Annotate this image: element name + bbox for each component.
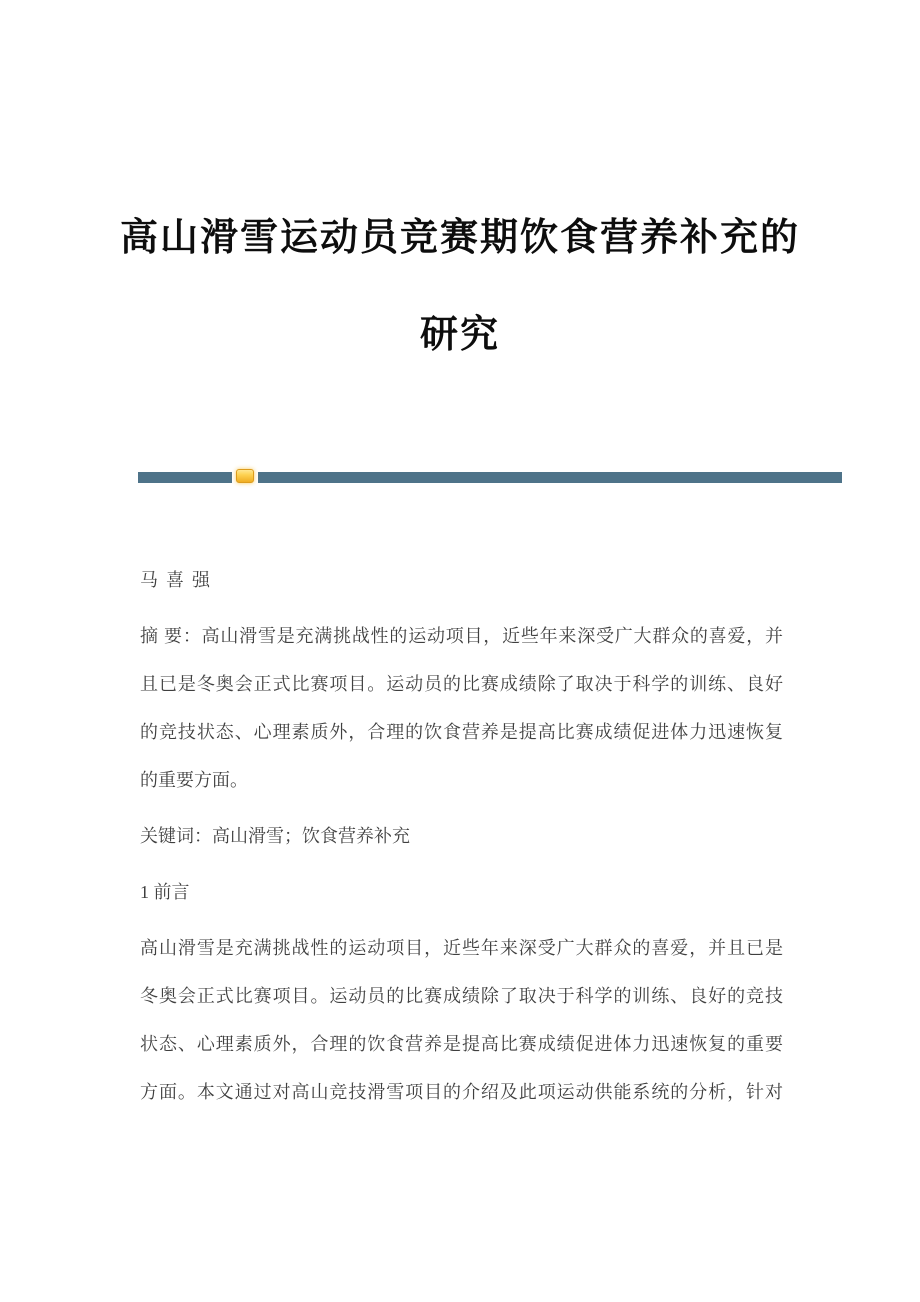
text-line: 的竞技状态、心理素质外，合理的饮食营养是提高比赛成绩促进体力迅速恢复 [140,722,783,742]
gold-marker-icon [236,469,254,483]
text-line: 高山滑雪是充满挑战性的运动项目，近些年来深受广大群众的喜爱，并且已是 [140,938,783,958]
section-heading: 1 前言 [140,882,190,902]
author-name: 马喜强 [140,570,218,590]
text-line: 方面。本文通过对高山竞技滑雪项目的介绍及此项运动供能系统的分析，针对 [140,1082,783,1102]
text-line: 摘 要：高山滑雪是充满挑战性的运动项目，近些年来深受广大群众的喜爱，并 [140,626,783,646]
title-line-1: 高山滑雪运动员竞赛期饮食营养补充的 [119,217,800,259]
abstract-paragraph [140,612,783,804]
intro-paragraph [140,924,783,1116]
divider-bar-left [138,472,232,483]
text-line: 状态、心理素质外，合理的饮食营养是提高比赛成绩促进体力迅速恢复的重要 [140,1034,783,1054]
text-line: 冬奥会正式比赛项目。运动员的比赛成绩除了取决于科学的训练、良好的竞技 [140,986,783,1006]
title-divider [138,470,842,484]
keywords-line: 关键词：高山滑雪；饮食营养补充 [140,826,410,846]
title-line-2: 研究 [419,314,500,356]
article-body [140,556,783,1116]
divider-bar-right [258,472,842,483]
text-line: 且已是冬奥会正式比赛项目。运动员的比赛成绩除了取决于科学的训练、良好 [140,674,783,694]
document-title [0,0,920,384]
text-line: 的重要方面。 [140,770,248,790]
